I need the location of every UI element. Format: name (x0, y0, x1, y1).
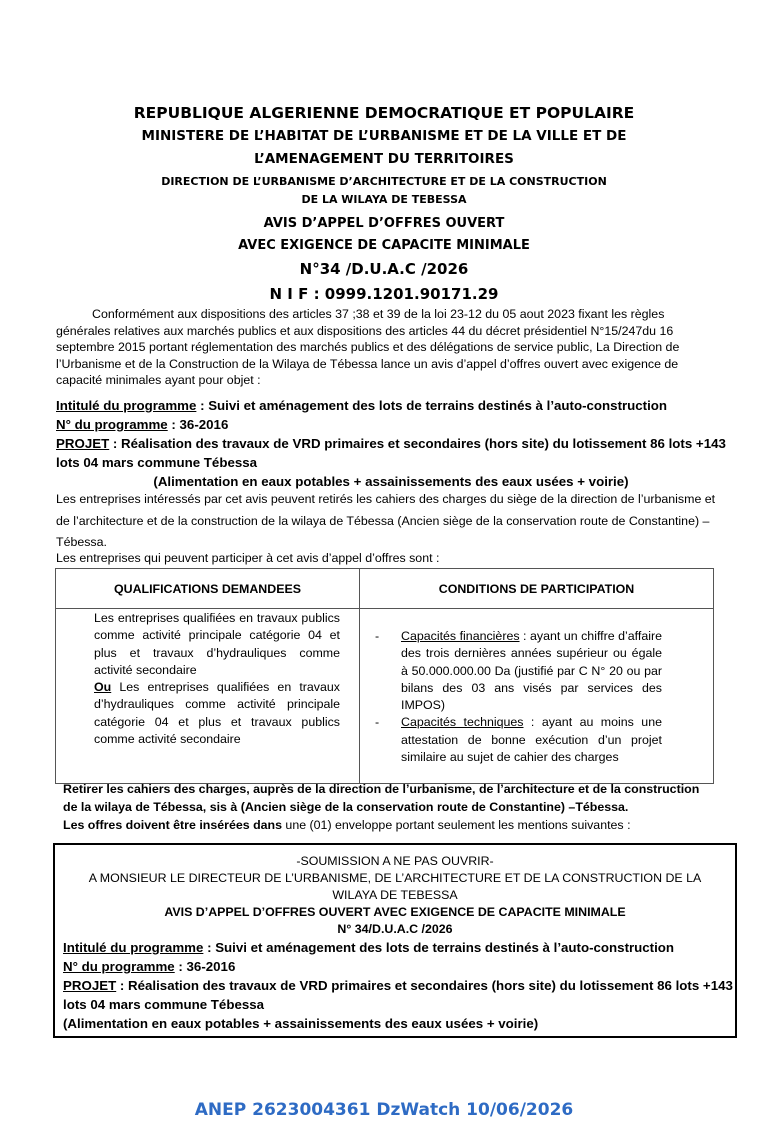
intitule-value: : Suivi et aménagement des lots de terrains destinés à l’auto-construction (196, 398, 668, 413)
condition-technique (375, 714, 662, 766)
programme-numero (56, 415, 726, 434)
qualification-2: Les entreprises qualifiées en travaux d’hydrauliques comme activité principale catégorie 04 et plus et travaux publics comme activité secondaire (94, 680, 340, 747)
avis-subtitle: AVEC EXIGENCE DE CAPACITE MINIMALE (238, 238, 530, 253)
programme-alimentation: (Alimentation en eaux potables + assainissements des eaux usées + voirie) (153, 474, 629, 489)
envelope-box (53, 843, 737, 1038)
dash-bullet: - (375, 629, 380, 643)
direction-wilaya: DE LA WILAYA DE TEBESSA (301, 193, 467, 206)
ministry-title-cont: L’AMENAGEMENT DU TERRITOIRES (254, 151, 514, 167)
cond-tech-text: : ayant au moins une attestation de bonne exécution d’un projet similaire au sujet de cahier des charges (401, 715, 662, 765)
qualification-1: Les entreprises qualifiées en travaux publics comme activité principale catégorie 04 et plus et travaux d’hydrauliques comme activité secondaire (94, 611, 340, 677)
offres-bold: Les offres doivent être insérées dans (63, 818, 282, 832)
cond-tech-label: Capacités techniques (401, 715, 524, 730)
col-conditions-header: CONDITIONS DE PARTICIPATION (360, 569, 714, 609)
intro-paragraph: Conformément aux dispositions des articles 37 ;38 et 39 de la loi 23-12 du 05 aout 2023 fixant les règles générales relatives aux marchés publics et aux dispositions des articles 44 du décret présidentiel N°15/247du 16 septembre 2015 portant réglementation des marchés publics et des délégations de service public, La Direction de l’Urbanisme et de la Construction de la Wilaya de Tébessa lance un avis d’appel d’offres ouvert avec exigence de capacité minimales ayant pour objet : (56, 307, 680, 387)
programme-intitule (56, 396, 726, 415)
participer-paragraph: Les entreprises qui peuvent participer à cet avis d’appel d’offres sont : (56, 551, 440, 565)
box-numero-value: : 36-2016 (174, 959, 236, 974)
avis-number: N°34 /D.U.A.C /2026 (299, 260, 469, 278)
condition-financiere (375, 628, 662, 714)
country-title: REPUBLIQUE ALGERIENNE DEMOCRATIQUE ET POPULAIRE (133, 104, 635, 122)
destinataire-line: A MONSIEUR LE DIRECTEUR DE L’URBANISME, DE L’ARCHITECTURE ET DE LA CONSTRUCTION DE LA WILAYA DE TEBESSA (88, 871, 702, 902)
qualifications-table (55, 568, 714, 784)
col-qualifications-header: QUALIFICATIONS DEMANDEES (56, 569, 360, 609)
table-header-row (56, 569, 714, 609)
projet-label: PROJET (56, 436, 110, 451)
box-projet (55, 976, 735, 1014)
cond-fin-text: : ayant un chiffre d’affaire des trois dernières années supérieur ou égale à 50.000.000.00 Da (justifié par C N° 20 ou par bilans des 03 ans visés par services des IMPOS) (401, 629, 662, 713)
numero-label: N° du programme (56, 417, 168, 432)
box-numero-programme (55, 957, 735, 976)
projet-value: : Réalisation des travaux de VRD primaires et secondaires (hors site) du lotissement 86 lots +143 lots 04 mars commune Tébessa (56, 436, 726, 470)
ministry-title: MINISTERE DE L’HABITAT DE L’URBANISME ET DE LA VILLE ET DE (141, 128, 627, 144)
numero-value: : 36-2016 (167, 417, 229, 432)
box-projet-label: PROJET (63, 978, 117, 993)
anep-footer: ANEP 2623004361 DzWatch 10/06/2026 (194, 1100, 574, 1120)
offres-normal: une (01) enveloppe portant seulement les mentions suivantes : (281, 818, 631, 832)
offres-line (63, 817, 723, 834)
cond-fin-label: Capacités financières (401, 629, 520, 643)
programme-block (56, 396, 726, 491)
direction-title: DIRECTION DE L’URBANISME D’ARCHITECTURE ET DE LA CONSTRUCTION (161, 175, 607, 188)
soumission-line: -SOUMISSION A NE PAS OUVRIR- (296, 854, 494, 868)
conditions-cell (360, 609, 714, 784)
qualifications-cell (56, 609, 360, 784)
programme-projet (56, 434, 726, 472)
intitule-label: Intitulé du programme (56, 398, 197, 413)
box-projet-value: : Réalisation des travaux de VRD primaires et secondaires (hors site) du lotissement 86 lots +143 lots 04 mars commune Tébessa (63, 978, 733, 1012)
box-numero-label: N° du programme (63, 959, 175, 974)
dash-bullet: - (375, 715, 380, 730)
box-avis: AVIS D’APPEL D’OFFRES OUVERT AVEC EXIGENCE DE CAPACITE MINIMALE (164, 905, 626, 919)
avis-title: AVIS D’APPEL D’OFFRES OUVERT (263, 216, 505, 231)
box-numero: N° 34/D.U.A.C /2026 (337, 922, 453, 936)
table-row (56, 609, 714, 784)
qualification-ou: Ou (94, 680, 112, 695)
box-intitule-label: Intitulé du programme (63, 940, 204, 955)
retirer-paragraph: Les entreprises intéressés par cet avis peuvent retirés les cahiers des charges du siège de la direction de l’urbanisme et de l’architecture et de la construction de la wilaya de Tébessa (Ancien siège de la conservation route de Constantine) –Tébessa. (56, 492, 716, 549)
box-intitule (55, 938, 735, 957)
box-alimentation: (Alimentation en eaux potables + assainissements des eaux usées + voirie) (63, 1016, 539, 1031)
retirer-bold: Retirer les cahiers des charges, auprès de la direction de l’urbanisme, de l’architecture et de la construction de la wilaya de Tébessa, sis à (Ancien siège de la conservation route de Constantine) –Tébessa. (63, 782, 700, 814)
nif: N I F : 0999.1201.90171.29 (269, 285, 499, 303)
qualifications-text (57, 610, 358, 748)
conditions-text (361, 610, 712, 766)
box-intitule-value: : Suivi et aménagement des lots de terrains destinés à l’auto-construction (203, 940, 675, 955)
